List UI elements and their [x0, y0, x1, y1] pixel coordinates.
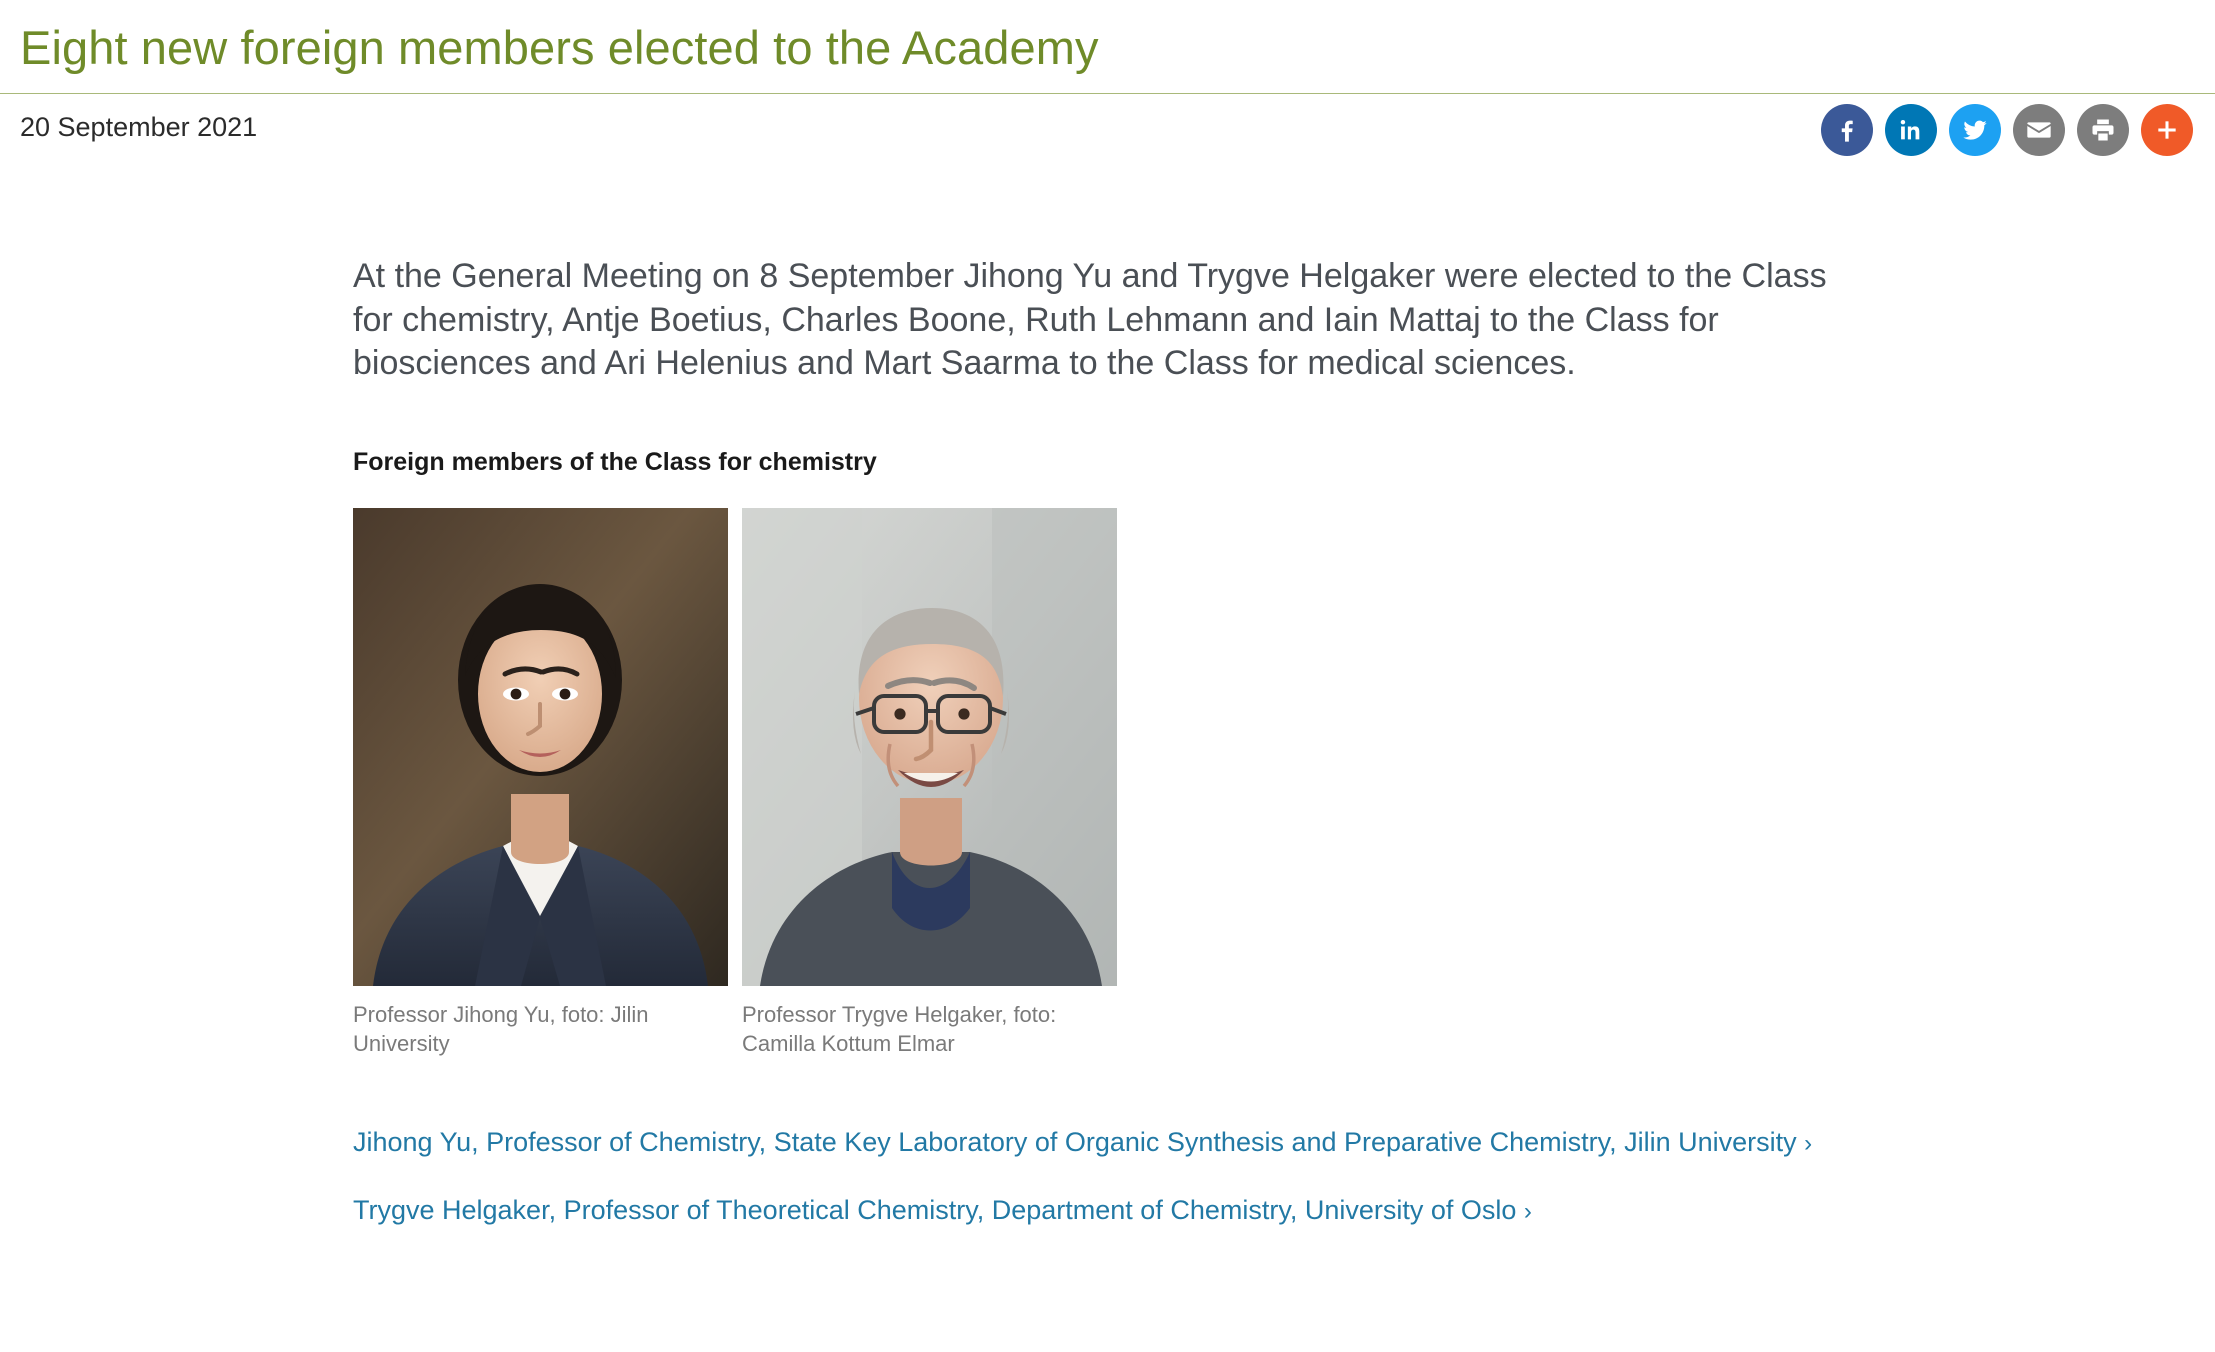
figure-caption: Professor Jihong Yu, foto: Jilin University	[353, 1001, 649, 1056]
figure-trygve-helgaker	[742, 508, 1117, 1058]
related-links	[353, 1125, 1873, 1229]
linkedin-icon	[1897, 116, 1925, 144]
link-trygve-helgaker[interactable]	[353, 1193, 1853, 1229]
facebook-icon	[1833, 116, 1861, 144]
share-more-button[interactable]	[2141, 104, 2193, 156]
chevron-right-icon: ›	[1804, 1129, 1813, 1157]
share-linkedin-button[interactable]	[1885, 104, 1937, 156]
share-bar	[1821, 104, 2193, 156]
figure-row	[353, 508, 1873, 1058]
page-header	[0, 0, 2215, 94]
section-heading: Foreign members of the Class for chemistry	[353, 447, 877, 476]
portrait-photo	[353, 508, 728, 986]
article-lead: At the General Meeting on 8 September Jihong Yu and Trygve Helgaker were elected to the Class for chemistry, Antje Boetius, Charles Boone, Ruth Lehmann and Iain Mattaj to the Class for biosciences and Ari Helenius and Mart Saarma to the Class for medical sciences.	[353, 257, 1827, 383]
share-email-button[interactable]	[2013, 104, 2065, 156]
link-text: Trygve Helgaker, Professor of Theoretical Chemistry, Department of Chemistry, University of Oslo	[353, 1194, 1517, 1225]
link-jihong-yu[interactable]	[353, 1125, 1853, 1161]
figure-caption: Professor Trygve Helgaker, foto: Camilla Kottum Elmar	[742, 1001, 1057, 1056]
meta-row	[0, 94, 2215, 180]
portrait-photo	[742, 508, 1117, 986]
email-icon	[2025, 116, 2053, 144]
article-body	[353, 255, 1873, 1260]
plus-icon	[2154, 117, 2180, 143]
twitter-icon	[1961, 116, 1989, 144]
share-facebook-button[interactable]	[1821, 104, 1873, 156]
print-icon	[2089, 116, 2117, 144]
share-print-button[interactable]	[2077, 104, 2129, 156]
chevron-right-icon: ›	[1523, 1197, 1532, 1225]
figure-jihong-yu	[353, 508, 728, 1058]
share-twitter-button[interactable]	[1949, 104, 2001, 156]
page-title: Eight new foreign members elected to the Academy	[20, 21, 1099, 74]
publication-date: 20 September 2021	[20, 111, 258, 142]
link-text: Jihong Yu, Professor of Chemistry, State Key Laboratory of Organic Synthesis and Preparative Chemistry, Jilin University	[353, 1126, 1797, 1157]
